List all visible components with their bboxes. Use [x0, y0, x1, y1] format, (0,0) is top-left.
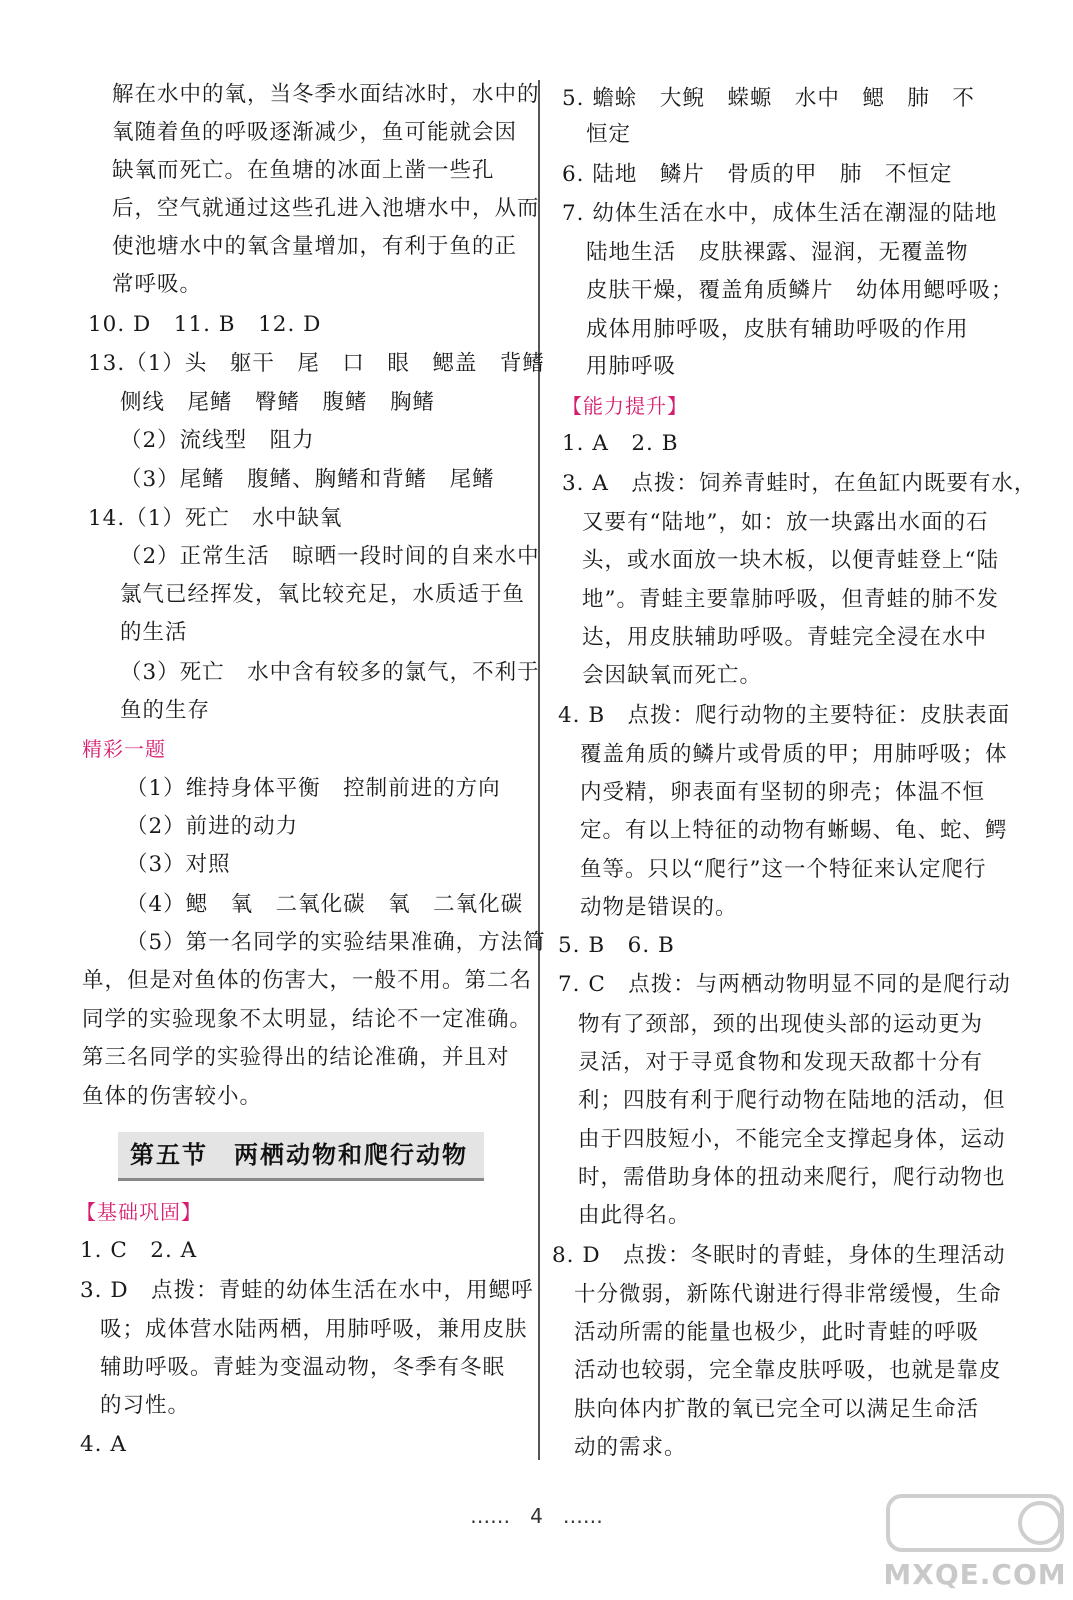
- answer-13-line: 侧线 尾鳍 臀鳍 腹鳍 胸鳍: [120, 390, 436, 415]
- answer-3-line: 3. D 点拨：青蛙的幼体生活在水中，用鳃呼: [80, 1278, 534, 1303]
- answer-7-line: 用肺呼吸: [586, 354, 677, 379]
- answer-4-line: 动物是错误的。: [580, 895, 738, 920]
- jingcai-line: （2）前进的动力: [126, 814, 299, 839]
- answer-7b-line: 7. C 点拨：与两栖动物明显不同的是爬行动: [558, 972, 1011, 997]
- answer-14-line: 氯气已经挥发，氧比较充足，水质适于鱼: [120, 582, 526, 607]
- answer-3-line: 3. A 点拨：饲养青蛙时，在鱼缸内既要有水，: [562, 471, 1037, 496]
- answer-3-line: 的习性。: [100, 1393, 191, 1418]
- answer-14-line: 14.（1）死亡 水中缺氧: [88, 506, 343, 531]
- page-number: …… 4 ……: [470, 1504, 603, 1528]
- answer-7b-line: 由此得名。: [578, 1203, 691, 1228]
- answer-7b-line: 时，需借助身体的扭动来爬行，爬行动物也: [578, 1165, 1006, 1190]
- text-line: 后，空气就通过这些孔进入池塘水中，从而: [112, 196, 540, 221]
- answer-8-line: 8. D 点拨：冬眠时的青蛙，身体的生理活动: [552, 1243, 1006, 1268]
- text-line: 常呼吸。: [112, 272, 203, 297]
- answer-14-line: （2）正常生活 晾晒一段时间的自来水中: [120, 544, 540, 569]
- answer-14-line: 鱼的生存: [120, 698, 211, 723]
- watermark-badge-icon: [880, 1488, 1070, 1558]
- highlight-heading-nengli: 【能力提升】: [562, 394, 688, 418]
- answer-4-line: 4. B 点拨：爬行动物的主要特征：皮肤表面: [558, 703, 1011, 728]
- text-line: 氧随着鱼的呼吸逐渐减少，鱼可能就会因: [112, 120, 518, 145]
- answer-10-12: 10. D 11. B 12. D: [88, 312, 322, 337]
- answer-7-line: 7. 幼体生活在水中，成体生活在潮湿的陆地: [562, 201, 998, 226]
- column-divider: [538, 80, 540, 1460]
- highlight-heading-jingcai: 精彩一题: [82, 737, 166, 761]
- answer-4: 4. A: [80, 1432, 127, 1457]
- watermark-text: MXQE.COM: [883, 1558, 1067, 1591]
- jingcai-line: 单，但是对鱼体的伤害大，一般不用。第二名: [82, 968, 533, 993]
- answer-7b-line: 由于四肢短小，不能完全支撑起身体，运动: [578, 1127, 1006, 1152]
- answer-4-line: 覆盖角质的鳞片或骨质的甲；用肺呼吸；体: [580, 742, 1008, 767]
- text-line: 缺氧而死亡。在鱼塘的冰面上凿一些孔: [112, 158, 495, 183]
- answer-3-line: 辅助呼吸。青蛙为变温动物，冬季有冬眠: [100, 1355, 506, 1380]
- jingcai-line: 第三名同学的实验得出的结论准确，并且对: [82, 1045, 510, 1070]
- text-line: 使池塘水中的氧含量增加，有利于鱼的正: [112, 234, 518, 259]
- jingcai-line: 同学的实验现象不太明显，结论不一定准确。: [82, 1007, 533, 1032]
- answer-4-line: 定。有以上特征的动物有蜥蜴、龟、蛇、鳄: [580, 818, 1008, 843]
- answer-1-2: 1. A 2. B: [562, 431, 679, 456]
- answer-5-line: 恒定: [586, 122, 632, 147]
- answer-3-line: 地”。青蛙主要靠肺呼吸，但青蛙的肺不发: [582, 587, 999, 612]
- answer-3-line: 达，用皮肤辅助呼吸。青蛙完全浸在水中: [582, 625, 988, 650]
- answer-8-line: 十分微弱，新陈代谢进行得非常缓慢，生命: [574, 1282, 1002, 1307]
- answer-5-line: 5. 蟾蜍 大鲵 蝾螈 水中 鳃 肺 不: [562, 86, 975, 111]
- answer-4-line: 内受精，卵表面有坚韧的卵壳；体温不恒: [580, 780, 986, 805]
- answer-7-line: 成体用肺呼吸，皮肤有辅助呼吸的作用: [586, 317, 969, 342]
- answer-3-line: 会因缺氧而死亡。: [582, 663, 763, 688]
- highlight-heading-jichu: 【基础巩固】: [76, 1200, 202, 1224]
- answer-5-6: 5. B 6. B: [558, 933, 675, 958]
- answer-13-line: （3）尾鳍 腹鳍、胸鳍和背鳍 尾鳍: [120, 467, 495, 492]
- answer-8-line: 肤向体内扩散的氧已完全可以满足生命活: [574, 1397, 980, 1422]
- watermark-logo: [880, 1488, 1070, 1598]
- answer-3-line: 又要有“陆地”，如：放一块露出水面的石: [582, 510, 989, 535]
- answer-13-line: 13.（1）头 躯干 尾 口 眼 鳃盖 背鳍: [88, 351, 545, 376]
- text-line: 解在水中的氧，当冬季水面结冰时，水中的: [112, 82, 540, 107]
- answer-6: 6. 陆地 鳞片 骨质的甲 肺 不恒定: [562, 162, 953, 187]
- jingcai-line: （5）第一名同学的实验结果准确，方法简: [126, 930, 546, 955]
- answer-7-line: 皮肤干燥，覆盖角质鳞片 幼体用鳃呼吸；: [586, 278, 1014, 303]
- answer-14-line: （3）死亡 水中含有较多的氯气，不利于: [120, 660, 540, 685]
- answer-7b-line: 物有了颈部，颈的出现使头部的运动更为: [578, 1012, 984, 1037]
- answer-8-line: 活动所需的能量也极少，此时青蛙的呼吸: [574, 1320, 980, 1345]
- answer-7b-line: 灵活，对于寻觅食物和发现天敌都十分有: [578, 1050, 984, 1075]
- answer-8-line: 活动也较弱，完全靠皮肤呼吸，也就是靠皮: [574, 1358, 1002, 1383]
- jingcai-line: （4）鳃 氧 二氧化碳 氧 二氧化碳: [126, 892, 524, 917]
- answer-13-line: （2）流线型 阻力: [120, 428, 315, 453]
- jingcai-line: 鱼体的伤害较小。: [82, 1084, 263, 1109]
- jingcai-line: （1）维持身体平衡 控制前进的方向: [126, 776, 501, 801]
- answer-3-line: 吸；成体营水陆两栖，用肺呼吸，兼用皮肤: [100, 1317, 528, 1342]
- answer-8-line: 动的需求。: [574, 1435, 687, 1460]
- answer-14-line: 的生活: [120, 620, 188, 645]
- answer-3-line: 头，或水面放一块木板，以便青蛙登上“陆: [582, 548, 999, 573]
- jingcai-line: （3）对照: [126, 852, 231, 877]
- answer-4-line: 鱼等。只以“爬行”这一个特征来认定爬行: [580, 857, 987, 882]
- answer-7b-line: 利；四肢有利于爬行动物在陆地的活动，但: [578, 1088, 1006, 1113]
- section-title: 第五节 两栖动物和爬行动物: [118, 1132, 484, 1181]
- answer-7-line: 陆地生活 皮肤裸露、湿润，无覆盖物: [586, 240, 969, 265]
- answer-1-2: 1. C 2. A: [80, 1238, 198, 1263]
